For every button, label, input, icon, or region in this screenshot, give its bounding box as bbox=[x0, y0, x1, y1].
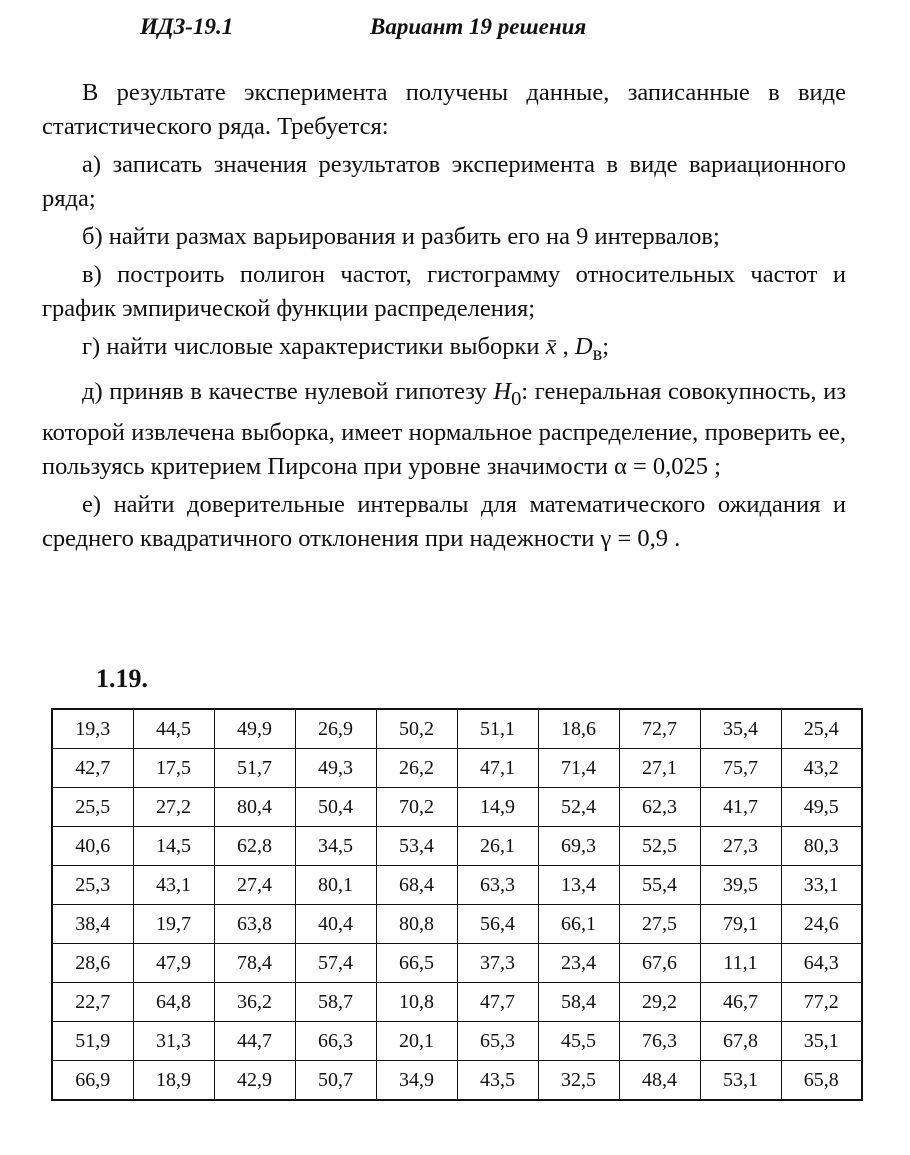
table-cell: 50,7 bbox=[295, 1061, 376, 1101]
table-cell: 38,4 bbox=[52, 905, 133, 944]
task-item-e: д) приняв в качестве нулевой гипотезу $H_0$: генеральная совокупность, из которой извлечена выборка, имеет нормальное распределение, проверить ее, пользуясь критерием Пирсона при уровне значимости α = 0,025 ; bbox=[42, 377, 847, 480]
table-cell: 49,9 bbox=[214, 709, 295, 749]
data-table bbox=[51, 708, 863, 1101]
table-cell: 35,4 bbox=[700, 709, 781, 749]
table-cell: 27,2 bbox=[133, 788, 214, 827]
table-row bbox=[52, 983, 862, 1022]
page-header bbox=[0, 14, 910, 50]
table-cell: 13,4 bbox=[538, 866, 619, 905]
table-cell: 48,4 bbox=[619, 1061, 700, 1101]
table-cell: 79,1 bbox=[700, 905, 781, 944]
table-cell: 50,4 bbox=[295, 788, 376, 827]
table-cell: 68,4 bbox=[376, 866, 457, 905]
table-cell: 29,2 bbox=[619, 983, 700, 1022]
table-cell: 75,7 bbox=[700, 749, 781, 788]
sample-mean-symbol: x̄ bbox=[545, 333, 557, 360]
table-cell: 11,1 bbox=[700, 944, 781, 983]
table-cell: 72,7 bbox=[619, 709, 700, 749]
table-cell: 39,5 bbox=[700, 866, 781, 905]
table-cell: 25,3 bbox=[52, 866, 133, 905]
table-cell: 14,5 bbox=[133, 827, 214, 866]
task-item-a: а) записать значения результатов эксперимента в виде вариационного ряда; bbox=[42, 151, 846, 212]
table-cell: 65,3 bbox=[457, 1022, 538, 1061]
table-row bbox=[52, 1022, 862, 1061]
table-cell: 58,4 bbox=[538, 983, 619, 1022]
table-cell: 25,5 bbox=[52, 788, 133, 827]
table-cell: 47,9 bbox=[133, 944, 214, 983]
table-cell: 67,8 bbox=[700, 1022, 781, 1061]
table-cell: 26,9 bbox=[295, 709, 376, 749]
table-cell: 66,5 bbox=[376, 944, 457, 983]
table-cell: 34,5 bbox=[295, 827, 376, 866]
table-cell: 20,1 bbox=[376, 1022, 457, 1061]
table-cell: 14,9 bbox=[457, 788, 538, 827]
task-intro: В результате эксперимента получены данные, записанные в виде статистического ряда. Требуется: bbox=[42, 79, 846, 140]
table-cell: 47,1 bbox=[457, 749, 538, 788]
table-cell: 63,8 bbox=[214, 905, 295, 944]
table-row bbox=[52, 866, 862, 905]
table-cell: 80,3 bbox=[781, 827, 862, 866]
table-cell: 35,1 bbox=[781, 1022, 862, 1061]
table-cell: 51,9 bbox=[52, 1022, 133, 1061]
table-row bbox=[52, 944, 862, 983]
table-cell: 50,2 bbox=[376, 709, 457, 749]
table-cell: 77,2 bbox=[781, 983, 862, 1022]
task-item-d: г) найти числовые характеристики выборки x̄ , $D_в$; bbox=[82, 333, 610, 365]
table-cell: 55,4 bbox=[619, 866, 700, 905]
table-cell: 71,4 bbox=[538, 749, 619, 788]
variance-symbol: D bbox=[574, 333, 593, 360]
hypothesis-symbol: H bbox=[493, 377, 512, 405]
table-cell: 18,6 bbox=[538, 709, 619, 749]
table-cell: 51,1 bbox=[457, 709, 538, 749]
table-cell: 17,5 bbox=[133, 749, 214, 788]
table-cell: 33,1 bbox=[781, 866, 862, 905]
task-item-c: в) построить полигон частот, гистограмму относительных частот и график эмпирической функции распределения; bbox=[42, 261, 846, 322]
task-item-b: б) найти размах варьирования и разбить его на 9 интервалов; bbox=[82, 223, 720, 250]
table-cell: 64,3 bbox=[781, 944, 862, 983]
table-cell: 52,5 bbox=[619, 827, 700, 866]
table-cell: 27,5 bbox=[619, 905, 700, 944]
table-cell: 67,6 bbox=[619, 944, 700, 983]
table-cell: 46,7 bbox=[700, 983, 781, 1022]
table-cell: 42,7 bbox=[52, 749, 133, 788]
table-cell: 44,7 bbox=[214, 1022, 295, 1061]
table-cell: 65,8 bbox=[781, 1061, 862, 1101]
table-cell: 23,4 bbox=[538, 944, 619, 983]
table-cell: 36,2 bbox=[214, 983, 295, 1022]
table-cell: 10,8 bbox=[376, 983, 457, 1022]
table-row bbox=[52, 709, 862, 749]
table-cell: 24,6 bbox=[781, 905, 862, 944]
table-cell: 69,3 bbox=[538, 827, 619, 866]
table-cell: 26,2 bbox=[376, 749, 457, 788]
table-cell: 34,9 bbox=[376, 1061, 457, 1101]
table-cell: 45,5 bbox=[538, 1022, 619, 1061]
table-row bbox=[52, 827, 862, 866]
table-cell: 49,5 bbox=[781, 788, 862, 827]
table-cell: 66,1 bbox=[538, 905, 619, 944]
task-item-f: е) найти доверительные интервалы для математического ожидания и среднего квадратичного отклонения при надежности γ = 0,9 . bbox=[42, 490, 846, 552]
table-cell: 40,6 bbox=[52, 827, 133, 866]
table-cell: 66,9 bbox=[52, 1061, 133, 1101]
table-cell: 22,7 bbox=[52, 983, 133, 1022]
table-cell: 27,3 bbox=[700, 827, 781, 866]
variant-title: Вариант 19 решения bbox=[370, 14, 587, 39]
table-cell: 62,8 bbox=[214, 827, 295, 866]
table-cell: 43,2 bbox=[781, 749, 862, 788]
table-cell: 26,1 bbox=[457, 827, 538, 866]
table-cell: 25,4 bbox=[781, 709, 862, 749]
task-text bbox=[42, 76, 846, 560]
table-cell: 53,4 bbox=[376, 827, 457, 866]
table-cell: 80,4 bbox=[214, 788, 295, 827]
table-cell: 64,8 bbox=[133, 983, 214, 1022]
table-cell: 43,5 bbox=[457, 1061, 538, 1101]
table-row bbox=[52, 1061, 862, 1101]
table-cell: 53,1 bbox=[700, 1061, 781, 1101]
table-cell: 19,7 bbox=[133, 905, 214, 944]
table-cell: 42,9 bbox=[214, 1061, 295, 1101]
assignment-id: ИДЗ-19.1 bbox=[140, 14, 234, 39]
table-cell: 28,6 bbox=[52, 944, 133, 983]
table-cell: 41,7 bbox=[700, 788, 781, 827]
table-cell: 47,7 bbox=[457, 983, 538, 1022]
table-cell: 62,3 bbox=[619, 788, 700, 827]
table-cell: 66,3 bbox=[295, 1022, 376, 1061]
table-cell: 63,3 bbox=[457, 866, 538, 905]
table-row bbox=[52, 749, 862, 788]
table-row bbox=[52, 905, 862, 944]
table-cell: 18,9 bbox=[133, 1061, 214, 1101]
table-cell: 27,4 bbox=[214, 866, 295, 905]
table-cell: 19,3 bbox=[52, 709, 133, 749]
table-cell: 58,7 bbox=[295, 983, 376, 1022]
table-cell: 44,5 bbox=[133, 709, 214, 749]
table-cell: 32,5 bbox=[538, 1061, 619, 1101]
table-cell: 80,8 bbox=[376, 905, 457, 944]
table-cell: 43,1 bbox=[133, 866, 214, 905]
table-cell: 31,3 bbox=[133, 1022, 214, 1061]
table-cell: 78,4 bbox=[214, 944, 295, 983]
table-cell: 76,3 bbox=[619, 1022, 700, 1061]
table-cell: 80,1 bbox=[295, 866, 376, 905]
table-cell: 27,1 bbox=[619, 749, 700, 788]
table-cell: 56,4 bbox=[457, 905, 538, 944]
table-cell: 52,4 bbox=[538, 788, 619, 827]
table-cell: 70,2 bbox=[376, 788, 457, 827]
table-cell: 49,3 bbox=[295, 749, 376, 788]
problem-number: 1.19. bbox=[96, 664, 148, 693]
table-cell: 40,4 bbox=[295, 905, 376, 944]
table-cell: 57,4 bbox=[295, 944, 376, 983]
table-cell: 37,3 bbox=[457, 944, 538, 983]
table-cell: 51,7 bbox=[214, 749, 295, 788]
table-row bbox=[52, 788, 862, 827]
